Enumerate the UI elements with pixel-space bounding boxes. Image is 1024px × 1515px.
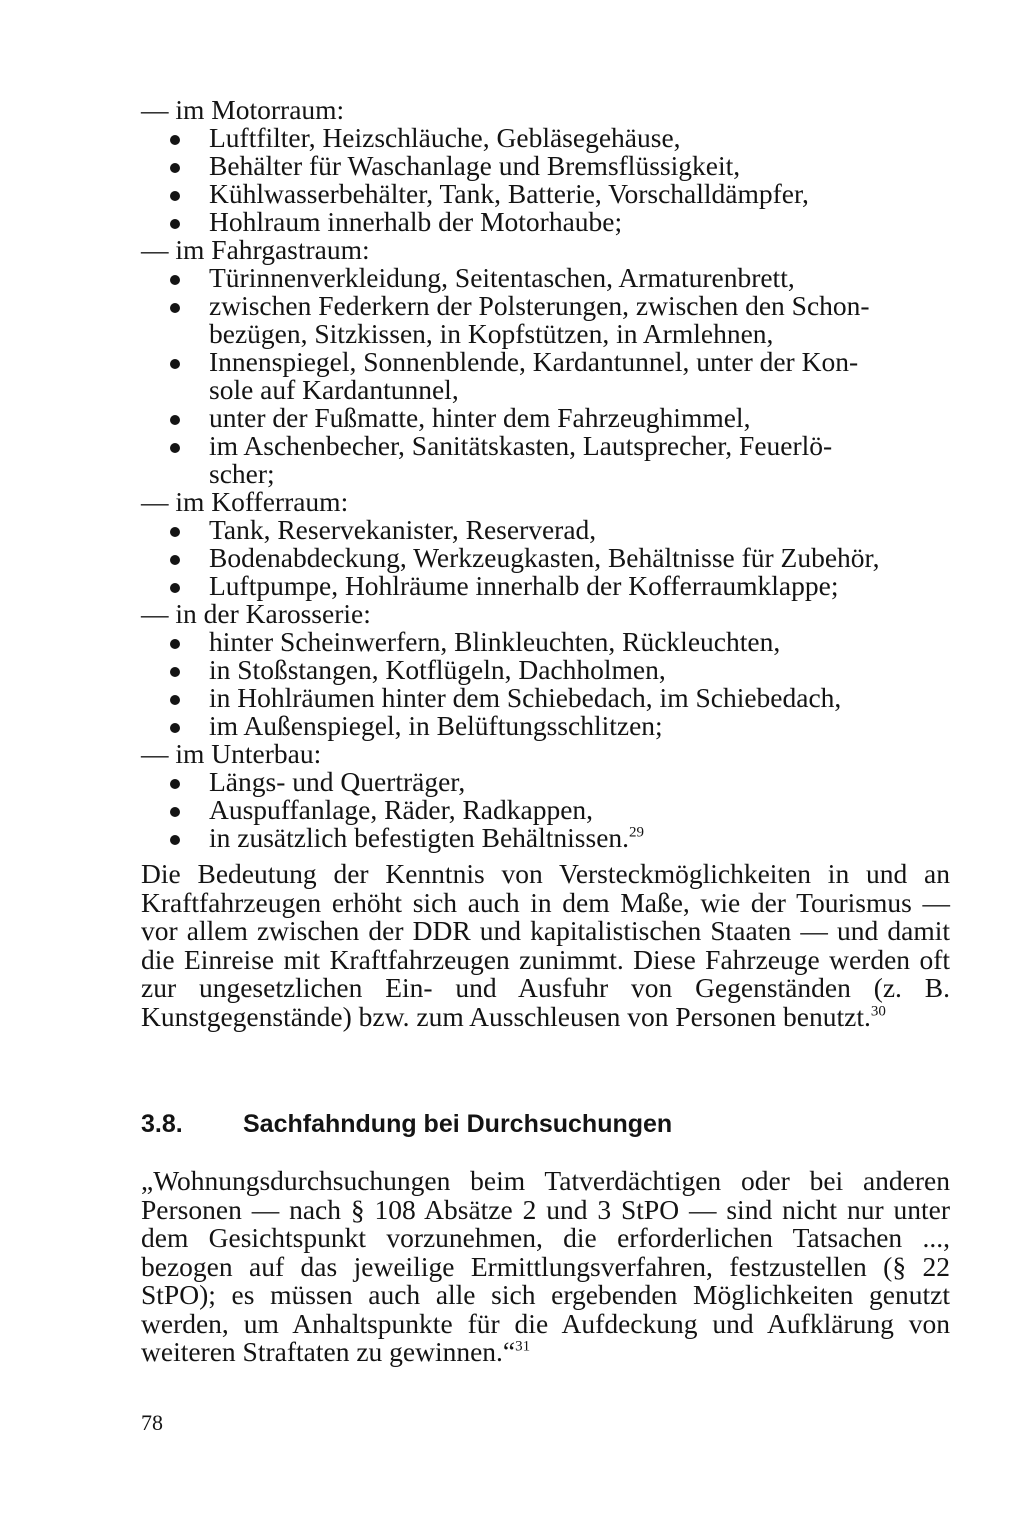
list-item-text: Luftpumpe, Hohlräume innerhalb der Kofferraumklappe; — [209, 570, 839, 601]
section-heading — [141, 1108, 672, 1140]
list-item-text: sole auf Kardantunnel, — [209, 374, 459, 405]
bullet-icon — [170, 527, 180, 537]
footnote-ref-30: 30 — [870, 1003, 886, 1019]
list-item-text: im Aschenbecher, Sanitätskasten, Lautsprecher, Feuerlö- — [209, 430, 833, 461]
paragraph-tourism — [141, 860, 950, 1031]
list-item-text: Innenspiegel, Sonnenblende, Kardantunnel, unter der Kon- — [209, 346, 859, 377]
list-item-text: Luftfilter, Heizschläuche, Gebläsegehäuse, — [209, 122, 681, 153]
list-item-continuation — [141, 460, 951, 488]
section-label: — im Fahrgastraum: — [141, 234, 370, 265]
list-item — [141, 516, 951, 544]
list-item — [141, 264, 951, 292]
list-item-text: Behälter für Waschanlage und Bremsflüssigkeit, — [209, 150, 741, 181]
list-item — [141, 768, 951, 796]
list-item-text: zwischen Federkern der Polsterungen, zwischen den Schon- — [209, 290, 870, 321]
list-item — [141, 572, 951, 600]
bullet-icon — [170, 583, 180, 593]
bullet-icon — [170, 415, 180, 425]
list-item-text: Türinnenverkleidung, Seitentaschen, Armaturenbrett, — [209, 262, 795, 293]
list-item-text: Hohlraum innerhalb der Motorhaube; — [209, 206, 623, 237]
list-item-continuation — [141, 376, 951, 404]
bullet-icon — [170, 835, 180, 845]
list-item — [141, 152, 951, 180]
footnote-ref-31: 31 — [515, 1338, 531, 1355]
bullet-icon — [170, 723, 180, 733]
list-item-text: bezügen, Sitzkissen, in Kopfstützen, in Armlehnen, — [209, 318, 774, 349]
bullet-icon — [170, 219, 180, 229]
bullet-icon — [170, 443, 180, 453]
list-item-text: unter der Fußmatte, hinter dem Fahrzeughimmel, — [209, 402, 751, 433]
list-item — [141, 292, 951, 320]
bullet-icon — [170, 275, 180, 285]
paragraph-quote — [141, 1167, 950, 1367]
paragraph-quote-text: „Wohnungsdurchsuchungen beim Tatverdächtigen oder bei anderen Personen — nach § 108 Absätze 2 und 3 StPO — sind nicht nur unter dem Gesichtspunkt vorzunehmen, die erforderlichen Tatsachen ..., bezogen auf das jeweilige Ermittlungsverfahren, festzustellen (§ 22 StPO); es müssen auch alle sich ergebenden Möglichkeiten genutzt werden, um Anhaltspunkte für die Aufdeckung und Aufklärung von weiteren Straftaten zu gewinnen.“ — [141, 1165, 950, 1367]
list-item-text: in Hohlräumen hinter dem Schiebedach, im Schiebedach, — [209, 682, 842, 713]
list-item — [141, 796, 951, 824]
section-label: — im Motorraum: — [141, 94, 345, 125]
section-label: — in der Karosserie: — [141, 598, 371, 629]
bullet-icon — [170, 667, 180, 677]
list-item — [141, 628, 951, 656]
list-item — [141, 712, 951, 740]
bullet-icon — [170, 359, 180, 369]
section-number: 3.8. — [141, 1110, 183, 1138]
list-item-text: scher; — [209, 458, 275, 489]
bullet-icon — [170, 303, 180, 313]
list-item-text: im Außenspiegel, in Belüftungsschlitzen; — [209, 710, 663, 741]
list-item-text: in zusätzlich befestigten Behältnissen. — [209, 822, 630, 853]
bullet-icon — [170, 135, 180, 145]
list-item — [141, 684, 951, 712]
page-number: 78 — [141, 1410, 163, 1435]
list-item-text: Tank, Reservekanister, Reserverad, — [209, 514, 597, 545]
list-item — [141, 656, 951, 684]
list-item-text: hinter Scheinwerfern, Blinkleuchten, Rückleuchten, — [209, 626, 781, 657]
bullet-icon — [170, 639, 180, 649]
bullet-icon — [170, 555, 180, 565]
list-item-text: Längs- und Querträger, — [209, 766, 466, 797]
bullet-icon — [170, 191, 180, 201]
section-label: — im Kofferraum: — [141, 486, 349, 517]
list-item — [141, 824, 951, 852]
bullet-icon — [170, 695, 180, 705]
list-item — [141, 432, 951, 460]
list-item — [141, 404, 951, 432]
bullet-icon — [170, 807, 180, 817]
bullet-icon — [170, 779, 180, 789]
list-item — [141, 348, 951, 376]
list-item — [141, 124, 951, 152]
list-item-text: Kühlwasserbehälter, Tank, Batterie, Vorschalldämpfer, — [209, 178, 809, 209]
section-label: — im Unterbau: — [141, 738, 322, 769]
list-item-continuation — [141, 320, 951, 348]
section-title: Sachfahndung bei Durchsuchungen — [243, 1110, 673, 1138]
paragraph-tourism-text: Die Bedeutung der Kenntnis von Versteckmöglichkeiten in und an Kraftfahrzeugen erhöht sich auch in dem Maße, wie der Tourismus — vor allem zwischen der DDR und kapitalistischen Staaten — und damit die Einreise mit Kraftfahrzeugen zunimmt. Diese Fahrzeuge werden oft zur ungesetzlichen Ein- und Ausfuhr von Gegenständen (z. B. Kunstgegenstände) bzw. zum Ausschleusen von Personen benutzt. — [141, 858, 950, 1032]
list-item — [141, 208, 951, 236]
list-item-text: Bodenabdeckung, Werkzeugkasten, Behältnisse für Zubehör, — [209, 542, 880, 573]
list-item-text: in Stoßstangen, Kotflügeln, Dachholmen, — [209, 654, 666, 685]
hiding-places-list — [141, 96, 951, 852]
list-item — [141, 180, 951, 208]
footnote-ref-29: 29 — [629, 824, 645, 841]
list-item-text: Auspuffanlage, Räder, Radkappen, — [209, 794, 594, 825]
list-item — [141, 544, 951, 572]
bullet-icon — [170, 163, 180, 173]
